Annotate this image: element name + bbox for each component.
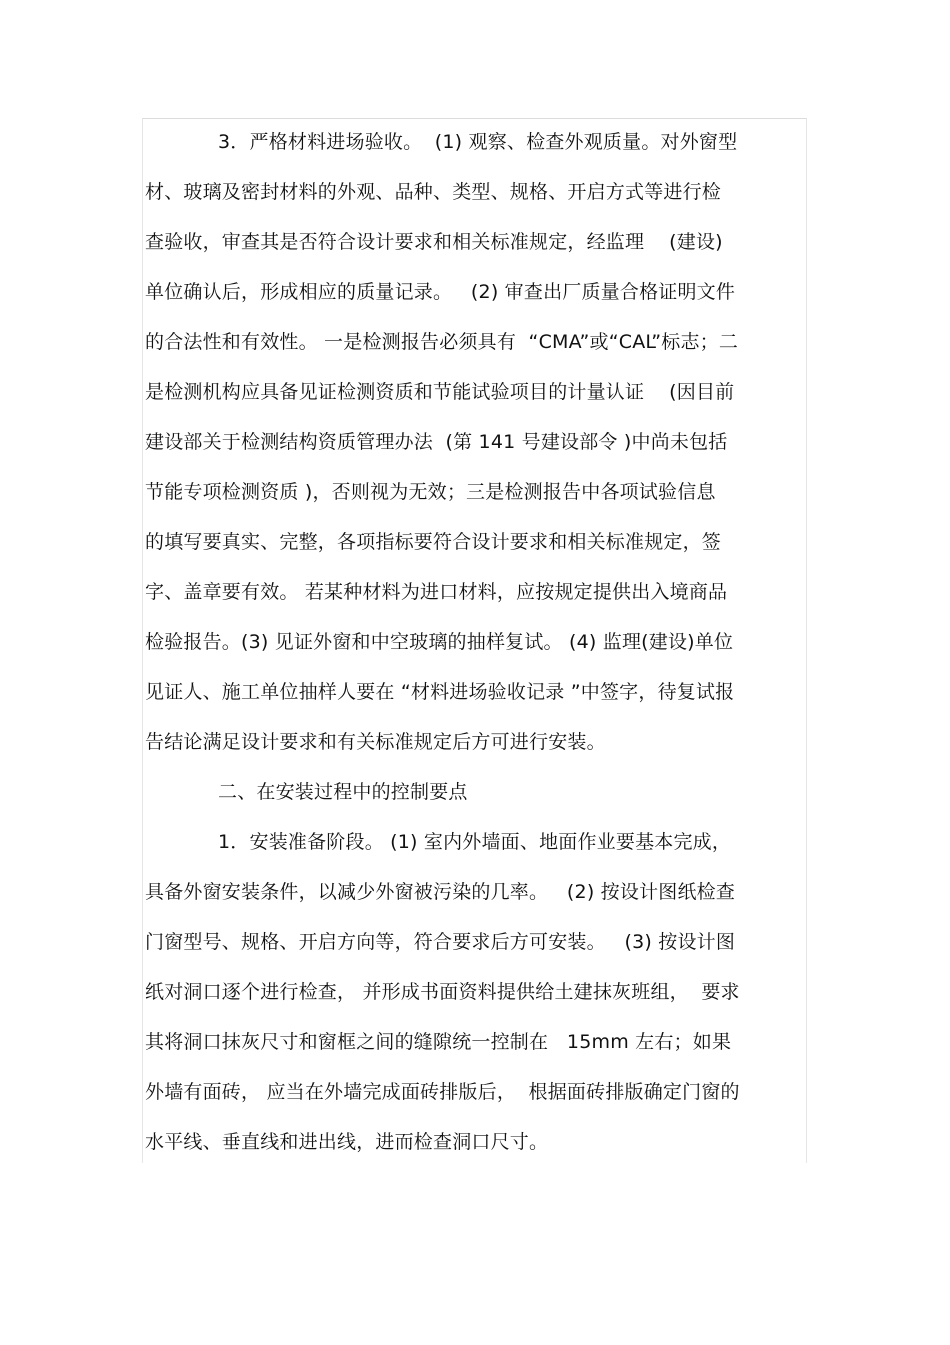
section-heading: 二、在安装过程中的控制要点 <box>218 781 468 803</box>
text-line: 材、玻璃及密封材料的外观、品种、类型、规格、开启方式等进行检 <box>145 181 722 203</box>
text-line: 字、盖章要有效。 若某种材料为进口材料，应按规定提供出入境商品 <box>145 581 728 603</box>
text-line: 门窗型号、规格、开启方向等，符合要求后方可安装。 (3) 按设计图 <box>145 931 736 953</box>
text-line: 节能专项检测资质 )，否则视为无效；三是检测报告中各项试验信息 <box>145 481 716 503</box>
text-line: 纸对洞口逐个进行检查， 并形成书面资料提供给土建抹灰班组， 要求 <box>145 981 740 1003</box>
text-line: 建设部关于检测结构资质管理办法 (第 141 号建设部令 )中尚未包括 <box>145 431 728 453</box>
text-line: 检验报告。(3) 见证外窗和中空玻璃的抽样复试。 (4) 监理(建设)单位 <box>145 631 734 653</box>
text-line: 具备外窗安装条件，以减少外窗被污染的几率。 (2) 按设计图纸检查 <box>145 881 736 903</box>
text-line: 告结论满足设计要求和有关标准规定后方可进行安装。 <box>145 731 606 753</box>
text-line: 外墙有面砖， 应当在外墙完成面砖排版后， 根据面砖排版确定门窗的 <box>145 1081 740 1103</box>
text-line: 其将洞口抹灰尺寸和窗框之间的缝隙统一控制在 15mm 左右；如果 <box>145 1031 732 1053</box>
text-line: 3．严格材料进场验收。 (1) 观察、检查外观质量。对外窗型 <box>218 131 738 153</box>
text-line: 单位确认后，形成相应的质量记录。 (2) 审查出厂质量合格证明文件 <box>145 281 736 303</box>
text-line: 的合法性和有效性。 一是检测报告必须具有 “CMA”或“CAL”标志；二 <box>145 331 739 353</box>
text-line: 查验收，审查其是否符合设计要求和相关标准规定，经监理 (建设) <box>145 231 723 253</box>
text-line: 见证人、施工单位抽样人要在 “材料进场验收记录 ”中签字，待复试报 <box>145 681 735 703</box>
text-line: 的填写要真实、完整，各项指标要符合设计要求和相关标准规定，签 <box>145 531 722 553</box>
text-line: 1．安装准备阶段。 (1) 室内外墙面、地面作业要基本完成， <box>218 831 732 853</box>
text-line: 是检测机构应具备见证检测资质和节能试验项目的计量认证 (因目前 <box>145 381 735 403</box>
text-line: 水平线、垂直线和进出线，进而检查洞口尺寸。 <box>145 1131 549 1153</box>
